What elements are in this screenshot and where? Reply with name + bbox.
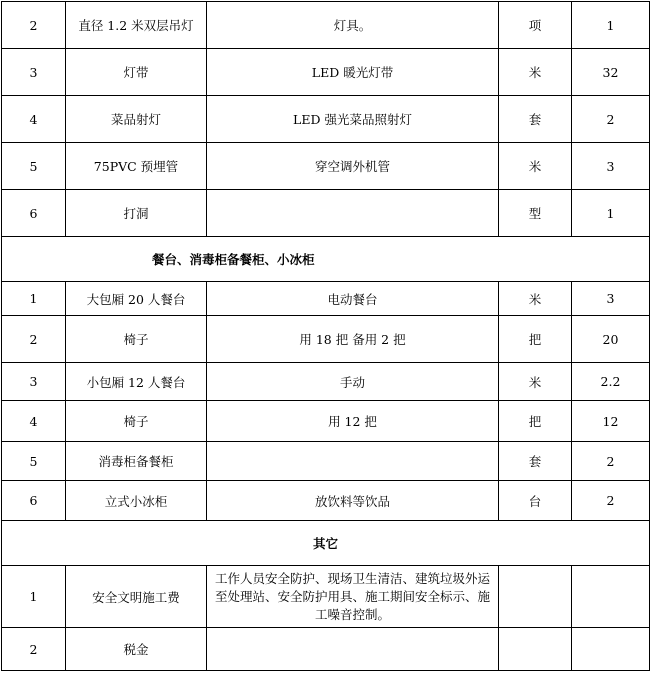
item-unit: 米 xyxy=(499,282,572,316)
row-number: 5 xyxy=(2,442,66,481)
item-quantity: 2 xyxy=(572,96,650,143)
budget-table xyxy=(1,1,650,671)
item-name: 立式小冰柜 xyxy=(66,481,207,521)
item-quantity: 3 xyxy=(572,143,650,190)
item-description: 穿空调外机管 xyxy=(207,143,499,190)
row-number: 4 xyxy=(2,401,66,442)
section-row xyxy=(2,521,650,566)
item-description: LED 强光菜品照射灯 xyxy=(207,96,499,143)
item-description: 灯具。 xyxy=(207,2,499,49)
item-description: 用 18 把 备用 2 把 xyxy=(207,316,499,363)
item-unit: 米 xyxy=(499,363,572,401)
item-unit: 米 xyxy=(499,143,572,190)
row-number: 2 xyxy=(2,2,66,49)
table-row xyxy=(2,628,650,671)
table-row xyxy=(2,566,650,628)
item-unit: 套 xyxy=(499,96,572,143)
item-quantity: 3 xyxy=(572,282,650,316)
item-name: 菜品射灯 xyxy=(66,96,207,143)
table-row xyxy=(2,401,650,442)
table-row xyxy=(2,442,650,481)
item-unit: 把 xyxy=(499,316,572,363)
item-quantity xyxy=(572,628,650,671)
row-number: 6 xyxy=(2,190,66,237)
item-description xyxy=(207,628,499,671)
table-row xyxy=(2,282,650,316)
row-number: 2 xyxy=(2,628,66,671)
row-number: 1 xyxy=(2,566,66,628)
row-number: 3 xyxy=(2,49,66,96)
item-description: 放饮料等饮品 xyxy=(207,481,499,521)
row-number: 6 xyxy=(2,481,66,521)
item-unit: 米 xyxy=(499,49,572,96)
row-number: 5 xyxy=(2,143,66,190)
item-description: 用 12 把 xyxy=(207,401,499,442)
item-unit xyxy=(499,628,572,671)
item-description xyxy=(207,442,499,481)
table-row xyxy=(2,143,650,190)
item-quantity: 2 xyxy=(572,442,650,481)
item-name: 安全文明施工费 xyxy=(66,566,207,628)
table-row xyxy=(2,49,650,96)
table-row xyxy=(2,190,650,237)
table-row xyxy=(2,2,650,49)
item-quantity: 32 xyxy=(572,49,650,96)
row-number: 1 xyxy=(2,282,66,316)
row-number: 3 xyxy=(2,363,66,401)
item-description: 电动餐台 xyxy=(207,282,499,316)
item-name: 灯带 xyxy=(66,49,207,96)
table-row xyxy=(2,96,650,143)
item-name: 椅子 xyxy=(66,401,207,442)
section-row xyxy=(2,237,650,282)
item-description: 工作人员安全防护、现场卫生清洁、建筑垃圾外运至处理站、安全防护用具、施工期间安全标示、施工噪音控制。 xyxy=(207,566,499,628)
item-name: 小包厢 12 人餐台 xyxy=(66,363,207,401)
item-quantity: 2 xyxy=(572,481,650,521)
item-name: 大包厢 20 人餐台 xyxy=(66,282,207,316)
item-quantity: 2.2 xyxy=(572,363,650,401)
item-unit: 套 xyxy=(499,442,572,481)
item-unit xyxy=(499,566,572,628)
item-quantity: 12 xyxy=(572,401,650,442)
item-quantity xyxy=(572,566,650,628)
item-quantity: 20 xyxy=(572,316,650,363)
item-quantity: 1 xyxy=(572,190,650,237)
table-row xyxy=(2,481,650,521)
item-name: 税金 xyxy=(66,628,207,671)
table-row xyxy=(2,363,650,401)
item-unit: 型 xyxy=(499,190,572,237)
item-description: 手动 xyxy=(207,363,499,401)
section-title: 餐台、消毒柜备餐柜、小冰柜 xyxy=(2,237,650,282)
row-number: 4 xyxy=(2,96,66,143)
item-description xyxy=(207,190,499,237)
item-description: LED 暖光灯带 xyxy=(207,49,499,96)
item-unit: 把 xyxy=(499,401,572,442)
table-row xyxy=(2,316,650,363)
item-unit: 项 xyxy=(499,2,572,49)
row-number: 2 xyxy=(2,316,66,363)
item-name: 消毒柜备餐柜 xyxy=(66,442,207,481)
item-name: 75PVC 预埋管 xyxy=(66,143,207,190)
item-quantity: 1 xyxy=(572,2,650,49)
item-name: 打洞 xyxy=(66,190,207,237)
item-unit: 台 xyxy=(499,481,572,521)
item-name: 椅子 xyxy=(66,316,207,363)
item-name: 直径 1.2 米双层吊灯 xyxy=(66,2,207,49)
section-title: 其它 xyxy=(2,521,650,566)
